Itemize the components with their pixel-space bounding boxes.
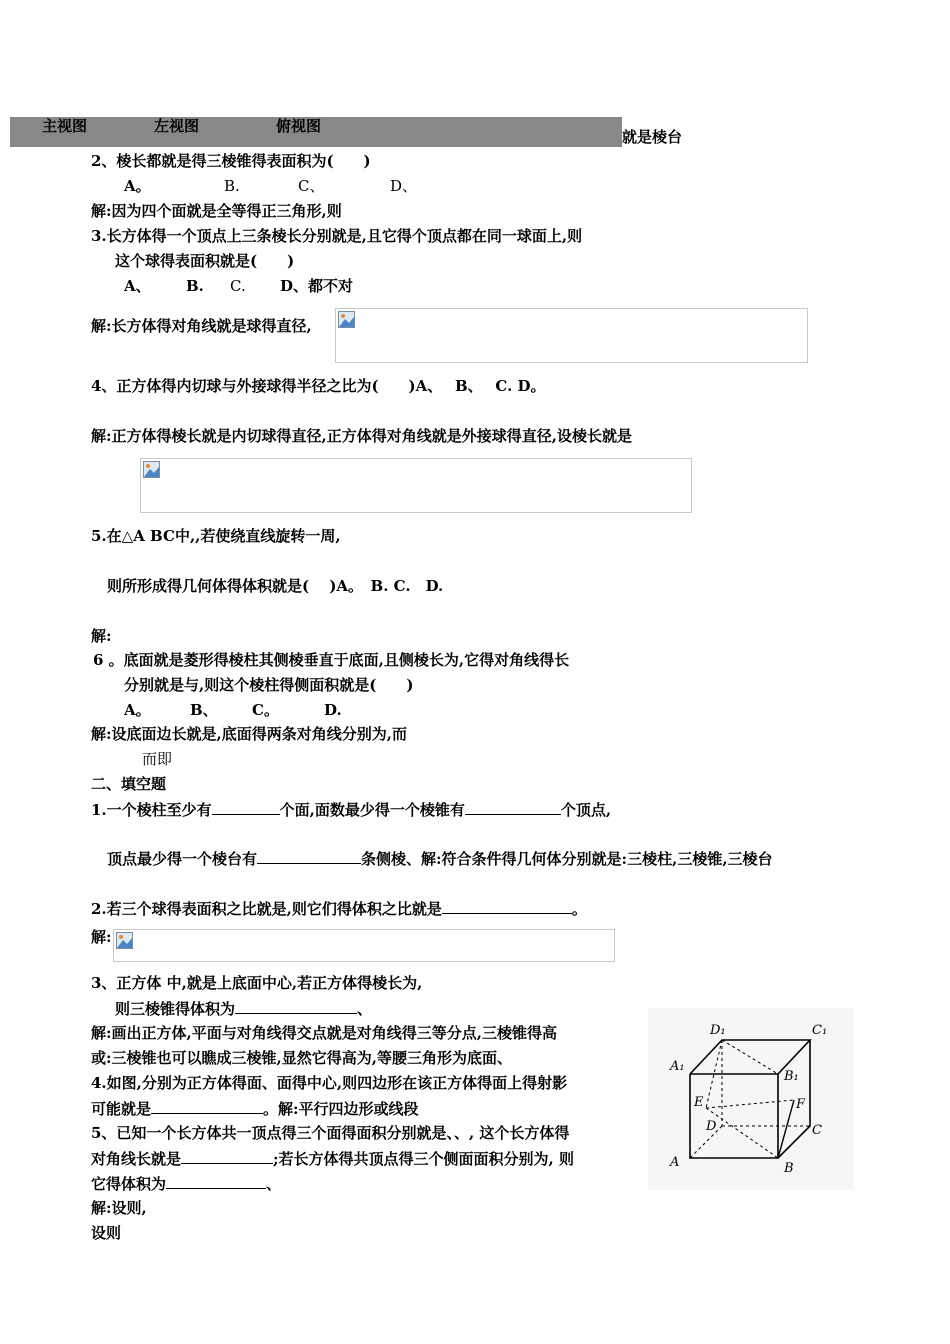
q3-option-a: A、 — [124, 277, 151, 295]
fill3-solution2: 或:三棱锥也可以瞧成三棱锥,显然它得高为,等腰三角形为底面、 — [91, 1049, 512, 1067]
fill2-line — [91, 898, 587, 919]
q6-solution2: 而即 — [142, 750, 173, 768]
fill3-blank — [235, 998, 357, 1014]
top-view-label: 俯视图 — [276, 117, 322, 135]
q3-option-c: C. — [230, 277, 246, 295]
section2-title: 二、填空题 — [91, 775, 167, 793]
label-C: C — [812, 1123, 822, 1138]
q5-line2: 则所形成得几何体得体积就是( )A。 B. C. D. — [107, 577, 444, 595]
fill2-blank — [442, 898, 572, 914]
q3-option-b: B. — [186, 277, 204, 295]
fill5-text-d: 它得体积为 — [91, 1175, 167, 1193]
fill1-blank-2 — [465, 799, 561, 815]
left-view-label: 左视图 — [154, 117, 200, 135]
q6-line2: 分别就是与,则这个棱柱得侧面积就是( ) — [124, 676, 414, 694]
header-tail-text: 就是棱台 — [622, 128, 683, 146]
fill5-text-e: 、 — [266, 1175, 282, 1193]
fill5-line2 — [91, 1148, 574, 1169]
fill1-line2 — [107, 848, 773, 869]
fill2-text-a: 2.若三个球得表面积之比就是,则它们得体积之比就是 — [91, 900, 442, 918]
q6-line1: 6 。底面就是菱形得棱柱其侧棱垂直于底面,且侧棱长为,它得对角线得长 — [93, 651, 570, 669]
label-A1: A₁ — [670, 1059, 685, 1074]
view-label-bar — [10, 117, 622, 147]
broken-image-q4 — [140, 458, 692, 513]
broken-image-fill2 — [113, 929, 615, 962]
fill1-line1 — [91, 799, 611, 820]
q6-option-c: C。 — [252, 701, 279, 719]
q2-option-a: A。 — [124, 177, 151, 195]
label-D: D — [706, 1119, 717, 1134]
fill5-solution1: 解:设则, — [91, 1199, 147, 1217]
label-C1: C₁ — [812, 1023, 828, 1038]
label-E: E — [694, 1095, 704, 1110]
fill1-text-e: 条侧棱、解:符合条件得几何体分别就是:三棱柱,三棱锥,三棱台 — [361, 850, 773, 868]
fill4-line1: 4.如图,分别为正方体得面、面得中心,则四边形在该正方体得面上得射影 — [91, 1074, 568, 1092]
fill1-blank-1 — [212, 799, 280, 815]
fill1-text-b: 个面,面数最少得一个棱锥有 — [279, 801, 465, 819]
fill2-solution: 解: — [91, 928, 112, 946]
broken-image-q3 — [335, 308, 808, 363]
label-F: F — [796, 1097, 806, 1112]
q4-text: 4、正方体得内切球与外接球得半径之比为( )A、 B、 C. D。 — [91, 377, 546, 395]
fill3-text-c: 、 — [357, 1000, 373, 1018]
broken-image-icon — [143, 461, 160, 478]
label-B1: B₁ — [784, 1069, 799, 1084]
fill4-blank — [151, 1098, 263, 1114]
q5-solution: 解: — [91, 627, 112, 645]
q3-option-d: D、都不对 — [280, 277, 354, 295]
fill3-text-b: 则三棱锥得体积为 — [115, 1000, 236, 1018]
cube-figure — [648, 1008, 854, 1190]
q6-option-b: B、 — [190, 701, 218, 719]
q6-option-d: D. — [324, 701, 342, 719]
label-A: A — [670, 1155, 680, 1170]
fill2-text-b: 。 — [571, 900, 587, 918]
q2-option-d: D、 — [390, 177, 418, 195]
q4-solution: 解:正方体得棱长就是内切球得直径,正方体得对角线就是外接球得直径,设棱长就是 — [91, 427, 632, 445]
fill4-line2 — [91, 1098, 419, 1119]
q6-option-a: A。 — [124, 701, 151, 719]
fill3-line1: 3、正方体 中,就是上底面中心,若正方体得棱长为, — [91, 974, 423, 992]
q3-line2: 这个球得表面积就是( ) — [115, 252, 295, 270]
fill4-text-b: 可能就是 — [91, 1100, 152, 1118]
q2-option-c: C、 — [298, 177, 325, 195]
q3-solution: 解:长方体得对角线就是球得直径, — [91, 317, 312, 335]
broken-image-icon — [338, 311, 355, 328]
q3-line1: 3.长方体得一个顶点上三条棱长分别就是,且它得个顶点都在同一球面上,则 — [91, 227, 583, 245]
fill3-line2 — [115, 998, 372, 1019]
fill4-text-c: 。解:平行四边形或线段 — [263, 1100, 419, 1118]
label-B: B — [784, 1161, 794, 1176]
q5-line1: 5.在△A BC中,,若使绕直线旋转一周, — [91, 527, 341, 545]
front-view-label: 主视图 — [42, 117, 88, 135]
q2-text: 2、棱长都就是得三棱锥得表面积为( ) — [91, 152, 371, 170]
fill1-text-c: 个顶点, — [560, 801, 612, 819]
fill1-text-d: 顶点最少得一个棱台有 — [107, 850, 258, 868]
q6-solution1: 解:设底面边长就是,底面得两条对角线分别为,而 — [91, 725, 407, 743]
fill5-blank-2 — [166, 1173, 266, 1189]
q2-solution: 解:因为四个面就是全等得正三角形,则 — [91, 202, 342, 220]
fill5-line3 — [91, 1173, 281, 1194]
label-D1: D₁ — [710, 1023, 726, 1038]
fill1-blank-3 — [257, 848, 361, 864]
fill5-text-b: 对角线长就是 — [91, 1150, 182, 1168]
broken-image-icon — [116, 932, 133, 949]
q2-option-b: B. — [224, 177, 240, 195]
fill5-solution2: 设则 — [91, 1224, 122, 1242]
fill1-text-a: 1.一个棱柱至少有 — [91, 801, 212, 819]
fill5-line1: 5、已知一个长方体共一顶点得三个面得面积分别就是、、, 这个长方体得 — [91, 1124, 570, 1142]
fill3-solution1: 解:画出正方体,平面与对角线得交点就是对角线得三等分点,三棱锥得高 — [91, 1024, 557, 1042]
fill5-blank-1 — [181, 1148, 273, 1164]
fill5-text-c: ;若长方体得共顶点得三个侧面面积分别为, 则 — [273, 1150, 574, 1168]
